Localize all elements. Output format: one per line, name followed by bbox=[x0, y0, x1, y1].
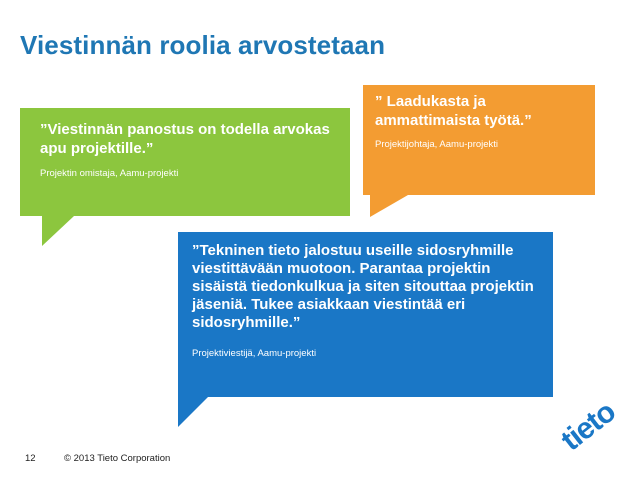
quote-text: ”Tekninen tieto jalostuu useille sidosryhmille viestittävään muotoon. Parantaa projektin sisäistä tiedonkulkua ja siten sitouttaa projektin jäseniä. Tukee asiakkaan viestintää eri sidosryhmille.” bbox=[192, 242, 534, 331]
quote-source: Projektiviestijä, Aamu-projekti bbox=[192, 348, 317, 359]
quote-source: Projektin omistaja, Aamu-projekti bbox=[40, 168, 179, 179]
speech-tail-orange bbox=[370, 195, 408, 217]
slide-title: Viestinnän roolia arvostetaan bbox=[20, 30, 386, 60]
quote-bubble-orange bbox=[363, 85, 595, 195]
quote-bubble-green bbox=[20, 108, 350, 216]
copyright-text: © 2013 Tieto Corporation bbox=[64, 453, 171, 464]
speech-tail-green bbox=[42, 216, 74, 246]
svg-text:tieto: tieto bbox=[555, 395, 622, 458]
quote-bubble-blue bbox=[178, 232, 553, 397]
quote-text: ” Laadukasta ja ammattimaista työtä.” bbox=[375, 93, 532, 129]
quote-text: ”Viestinnän panostus on todella arvokas apu projektille.” bbox=[40, 121, 330, 157]
tieto-logo-icon bbox=[548, 386, 628, 466]
quote-source: Projektijohtaja, Aamu-projekti bbox=[375, 139, 499, 150]
page-number: 12 bbox=[25, 453, 36, 464]
speech-tail-blue bbox=[178, 397, 208, 427]
